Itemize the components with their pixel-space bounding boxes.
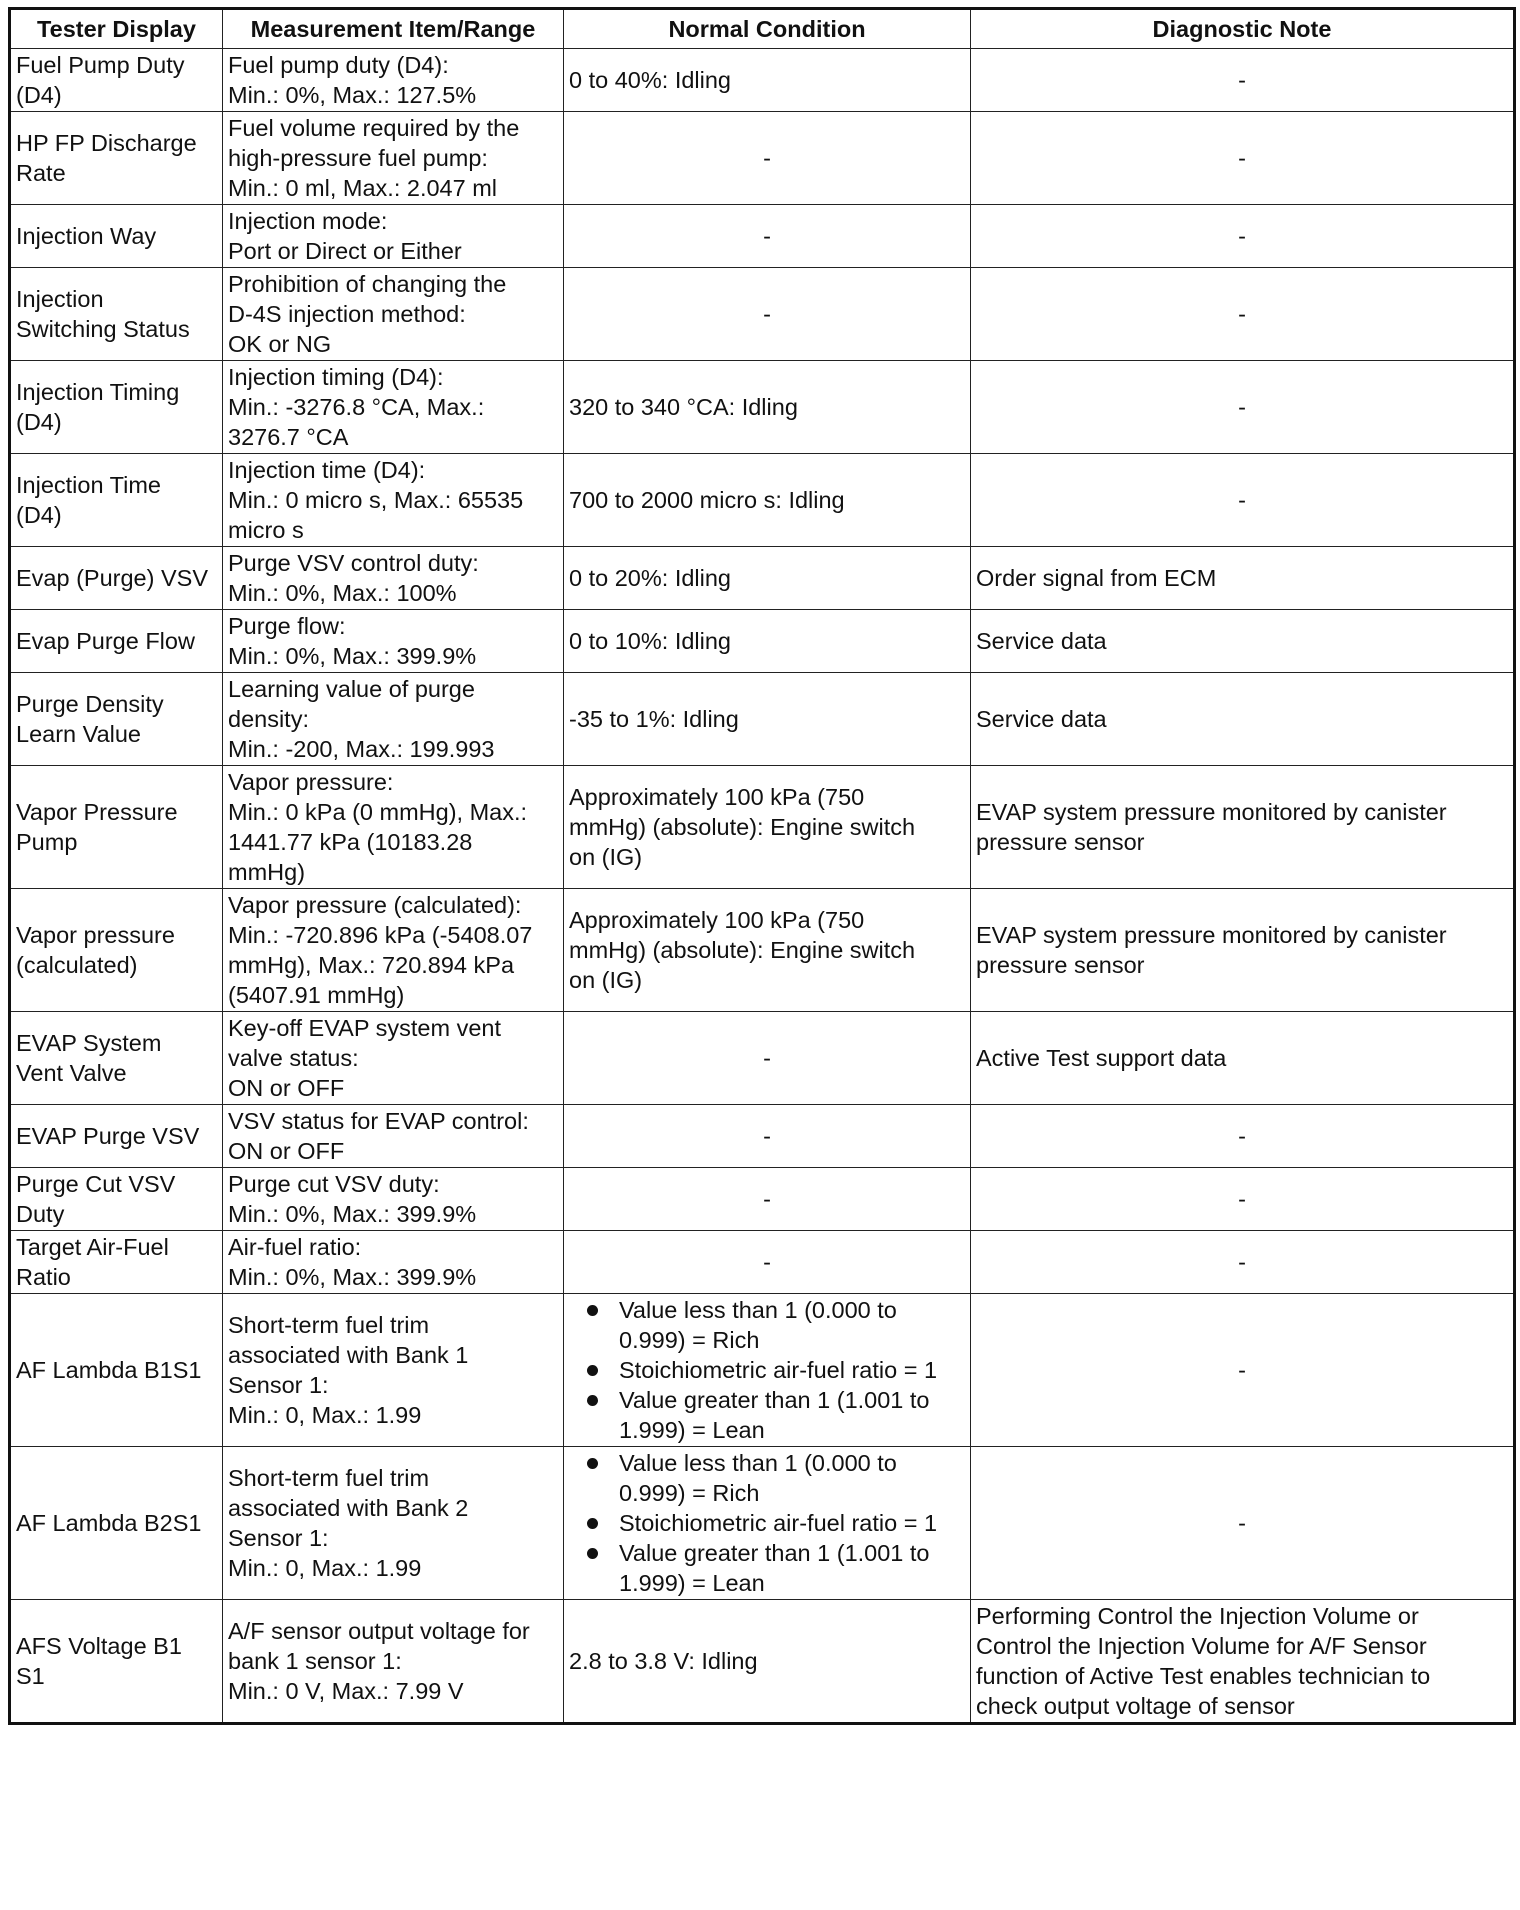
tester-display-cell: Injection Timing (D4): [10, 361, 223, 454]
table-row: [10, 1447, 1515, 1600]
normal-condition-cell: 0 to 40%: Idling: [564, 49, 971, 112]
diagnostic-note-cell: Active Test support data: [971, 1012, 1515, 1105]
data-list-table: [8, 7, 1516, 1725]
normal-condition-cell: 2.8 to 3.8 V: Idling: [564, 1600, 971, 1724]
tester-display-cell: AF Lambda B2S1: [10, 1447, 223, 1600]
measurement-range-cell: VSV status for EVAP control: ON or OFF: [223, 1105, 564, 1168]
measurement-range-cell: Short-term fuel trim associated with Bank 2 Sensor 1: Min.: 0, Max.: 1.99: [223, 1447, 564, 1600]
tester-display-cell: Evap Purge Flow: [10, 610, 223, 673]
tester-display-cell: Injection Switching Status: [10, 268, 223, 361]
bullet-item: [587, 1385, 965, 1445]
tester-display-cell: HP FP Discharge Rate: [10, 112, 223, 205]
bullet-item: [587, 1355, 965, 1385]
tester-display-cell: Injection Time (D4): [10, 454, 223, 547]
bullet-item: [587, 1448, 965, 1508]
diagnostic-note-cell: -: [971, 361, 1515, 454]
table-row: [10, 547, 1515, 610]
normal-condition-cell: [564, 1447, 971, 1600]
table-row: [10, 1600, 1515, 1724]
table-row: [10, 1012, 1515, 1105]
normal-condition-cell: -: [564, 268, 971, 361]
normal-condition-cell: -: [564, 112, 971, 205]
normal-condition-cell: -: [564, 1168, 971, 1231]
tester-display-cell: Fuel Pump Duty (D4): [10, 49, 223, 112]
bullet-item: [587, 1295, 965, 1355]
diagnostic-note-cell: Service data: [971, 610, 1515, 673]
measurement-range-cell: Vapor pressure (calculated): Min.: -720.896 kPa (-5408.07 mmHg), Max.: 720.894 kPa (5407.91 mmHg): [223, 889, 564, 1012]
normal-condition-cell: Approximately 100 kPa (750 mmHg) (absolute): Engine switch on (IG): [564, 889, 971, 1012]
measurement-range-cell: Prohibition of changing the D-4S injection method: OK or NG: [223, 268, 564, 361]
diagnostic-note-cell: EVAP system pressure monitored by canister pressure sensor: [971, 766, 1515, 889]
bullet-icon: [587, 1395, 598, 1406]
diagnostic-note-cell: Service data: [971, 673, 1515, 766]
measurement-range-cell: Purge flow: Min.: 0%, Max.: 399.9%: [223, 610, 564, 673]
bullet-icon: [587, 1548, 598, 1559]
diagnostic-note-cell: -: [971, 112, 1515, 205]
bullet-text: Value greater than 1 (1.001 to 1.999) = Lean: [619, 1540, 930, 1596]
table-row: [10, 610, 1515, 673]
bullet-text: Stoichiometric air-fuel ratio = 1: [619, 1357, 938, 1383]
table-row: [10, 49, 1515, 112]
tester-display-cell: Vapor pressure (calculated): [10, 889, 223, 1012]
bullet-icon: [587, 1458, 598, 1469]
bullet-item: [587, 1508, 965, 1538]
bullet-icon: [587, 1305, 598, 1316]
normal-condition-cell: 0 to 20%: Idling: [564, 547, 971, 610]
normal-condition-cell: [564, 1294, 971, 1447]
diagnostic-note-cell: -: [971, 1294, 1515, 1447]
header-diagnostic-note: Diagnostic Note: [971, 9, 1515, 49]
diagnostic-note-cell: EVAP system pressure monitored by canister pressure sensor: [971, 889, 1515, 1012]
bullet-text: Stoichiometric air-fuel ratio = 1: [619, 1510, 938, 1536]
normal-condition-cell: 320 to 340 °CA: Idling: [564, 361, 971, 454]
diagnostic-note-cell: -: [971, 268, 1515, 361]
diagnostic-note-cell: Performing Control the Injection Volume or Control the Injection Volume for A/F Sensor function of Active Test enables technician to check output voltage of sensor: [971, 1600, 1515, 1724]
normal-condition-cell: 700 to 2000 micro s: Idling: [564, 454, 971, 547]
table-body: [10, 49, 1515, 1724]
measurement-range-cell: Injection time (D4): Min.: 0 micro s, Max.: 65535 micro s: [223, 454, 564, 547]
diagnostic-note-cell: -: [971, 205, 1515, 268]
table-row: [10, 1231, 1515, 1294]
normal-condition-cell: -: [564, 1012, 971, 1105]
bullet-icon: [587, 1518, 598, 1529]
table-row: [10, 889, 1515, 1012]
tester-display-cell: EVAP Purge VSV: [10, 1105, 223, 1168]
normal-condition-cell: 0 to 10%: Idling: [564, 610, 971, 673]
measurement-range-cell: Injection timing (D4): Min.: -3276.8 °CA, Max.: 3276.7 °CA: [223, 361, 564, 454]
diagnostic-note-cell: -: [971, 1168, 1515, 1231]
tester-display-cell: Purge Cut VSV Duty: [10, 1168, 223, 1231]
tester-display-cell: Purge Density Learn Value: [10, 673, 223, 766]
normal-condition-bullet-list: [569, 1448, 965, 1598]
table-row: [10, 1168, 1515, 1231]
table-row: [10, 766, 1515, 889]
bullet-item: [587, 1538, 965, 1598]
table-row: [10, 361, 1515, 454]
diagnostic-note-cell: -: [971, 1231, 1515, 1294]
tester-display-cell: Injection Way: [10, 205, 223, 268]
table-row: [10, 112, 1515, 205]
tester-display-cell: Vapor Pressure Pump: [10, 766, 223, 889]
header-tester-display: Tester Display: [10, 9, 223, 49]
table-row: [10, 1294, 1515, 1447]
diagnostic-note-cell: -: [971, 1105, 1515, 1168]
measurement-range-cell: Injection mode: Port or Direct or Either: [223, 205, 564, 268]
diagnostic-note-cell: -: [971, 49, 1515, 112]
data-list-table-container: [8, 7, 1513, 1725]
diagnostic-note-cell: Order signal from ECM: [971, 547, 1515, 610]
measurement-range-cell: Air-fuel ratio: Min.: 0%, Max.: 399.9%: [223, 1231, 564, 1294]
bullet-text: Value less than 1 (0.000 to 0.999) = Rich: [619, 1297, 897, 1353]
measurement-range-cell: Fuel pump duty (D4): Min.: 0%, Max.: 127.5%: [223, 49, 564, 112]
normal-condition-bullet-list: [569, 1295, 965, 1445]
header-normal-condition: Normal Condition: [564, 9, 971, 49]
diagnostic-note-cell: -: [971, 454, 1515, 547]
tester-display-cell: Target Air-Fuel Ratio: [10, 1231, 223, 1294]
tester-display-cell: Evap (Purge) VSV: [10, 547, 223, 610]
normal-condition-cell: -: [564, 205, 971, 268]
table-header-row: [10, 9, 1515, 49]
table-row: [10, 673, 1515, 766]
tester-display-cell: AF Lambda B1S1: [10, 1294, 223, 1447]
tester-display-cell: AFS Voltage B1 S1: [10, 1600, 223, 1724]
tester-display-cell: EVAP System Vent Valve: [10, 1012, 223, 1105]
header-measurement-item-range: Measurement Item/Range: [223, 9, 564, 49]
diagnostic-note-cell: -: [971, 1447, 1515, 1600]
measurement-range-cell: A/F sensor output voltage for bank 1 sensor 1: Min.: 0 V, Max.: 7.99 V: [223, 1600, 564, 1724]
table-row: [10, 454, 1515, 547]
bullet-icon: [587, 1365, 598, 1376]
measurement-range-cell: Vapor pressure: Min.: 0 kPa (0 mmHg), Max.: 1441.77 kPa (10183.28 mmHg): [223, 766, 564, 889]
measurement-range-cell: Learning value of purge density: Min.: -200, Max.: 199.993: [223, 673, 564, 766]
table-row: [10, 205, 1515, 268]
measurement-range-cell: Short-term fuel trim associated with Bank 1 Sensor 1: Min.: 0, Max.: 1.99: [223, 1294, 564, 1447]
normal-condition-cell: Approximately 100 kPa (750 mmHg) (absolute): Engine switch on (IG): [564, 766, 971, 889]
measurement-range-cell: Purge cut VSV duty: Min.: 0%, Max.: 399.9%: [223, 1168, 564, 1231]
bullet-text: Value less than 1 (0.000 to 0.999) = Rich: [619, 1450, 897, 1506]
normal-condition-cell: -: [564, 1105, 971, 1168]
bullet-text: Value greater than 1 (1.001 to 1.999) = Lean: [619, 1387, 930, 1443]
normal-condition-cell: -: [564, 1231, 971, 1294]
measurement-range-cell: Purge VSV control duty: Min.: 0%, Max.: 100%: [223, 547, 564, 610]
table-row: [10, 1105, 1515, 1168]
measurement-range-cell: Fuel volume required by the high-pressure fuel pump: Min.: 0 ml, Max.: 2.047 ml: [223, 112, 564, 205]
measurement-range-cell: Key-off EVAP system vent valve status: ON or OFF: [223, 1012, 564, 1105]
table-row: [10, 268, 1515, 361]
normal-condition-cell: -35 to 1%: Idling: [564, 673, 971, 766]
